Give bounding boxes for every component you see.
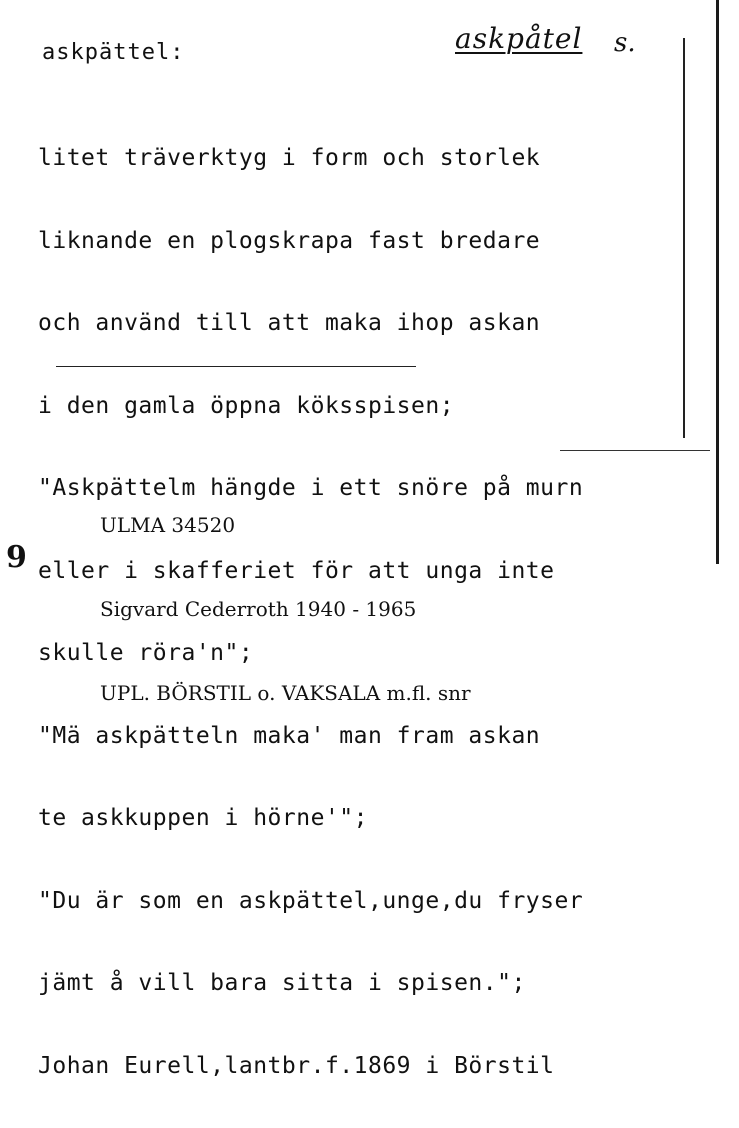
handwritten-word-class: s. [614,28,636,58]
body-line: "Askpättelm hängde i ett snöre på murn [38,475,584,501]
body-line: jämt å vill bara sitta i spisen."; [38,970,526,996]
body-line: skulle röra'n"; [38,640,254,666]
card-edge-rule [716,0,719,564]
body-line: och använd till att maka ihop askan [38,310,541,336]
page-number: 9 [6,540,27,575]
collector: Sigvard Cederroth 1940 - 1965 [100,597,417,621]
location: UPL. BÖRSTIL o. VAKSALA m.fl. snr [100,681,471,705]
body-line: "Du är som en askpättel,unge,du fryser [38,887,584,914]
body-line: te askkuppen i hörne'"; [38,805,368,831]
body-line: litet träverktyg i form och storlek [38,145,541,171]
body-line: "Mä askpätteln maka' man fram askan [38,722,541,749]
vertical-rule [683,38,685,438]
body-line: i den gamla öppna köksspisen; [38,392,455,419]
handwritten-headword: askpåtel [455,22,583,55]
card-footer [100,455,471,763]
quote-underline [56,366,416,367]
body-line: eller i skafferiet för att unga inte [38,557,555,584]
body-line: Johan Eurell,lantbr.f.1869 i Börstil [38,1052,555,1079]
body-line: liknande en plogskrapa fast bredare [38,227,541,254]
archive-number: ULMA 34520 [100,513,236,537]
headword: askpättel: [42,40,185,65]
